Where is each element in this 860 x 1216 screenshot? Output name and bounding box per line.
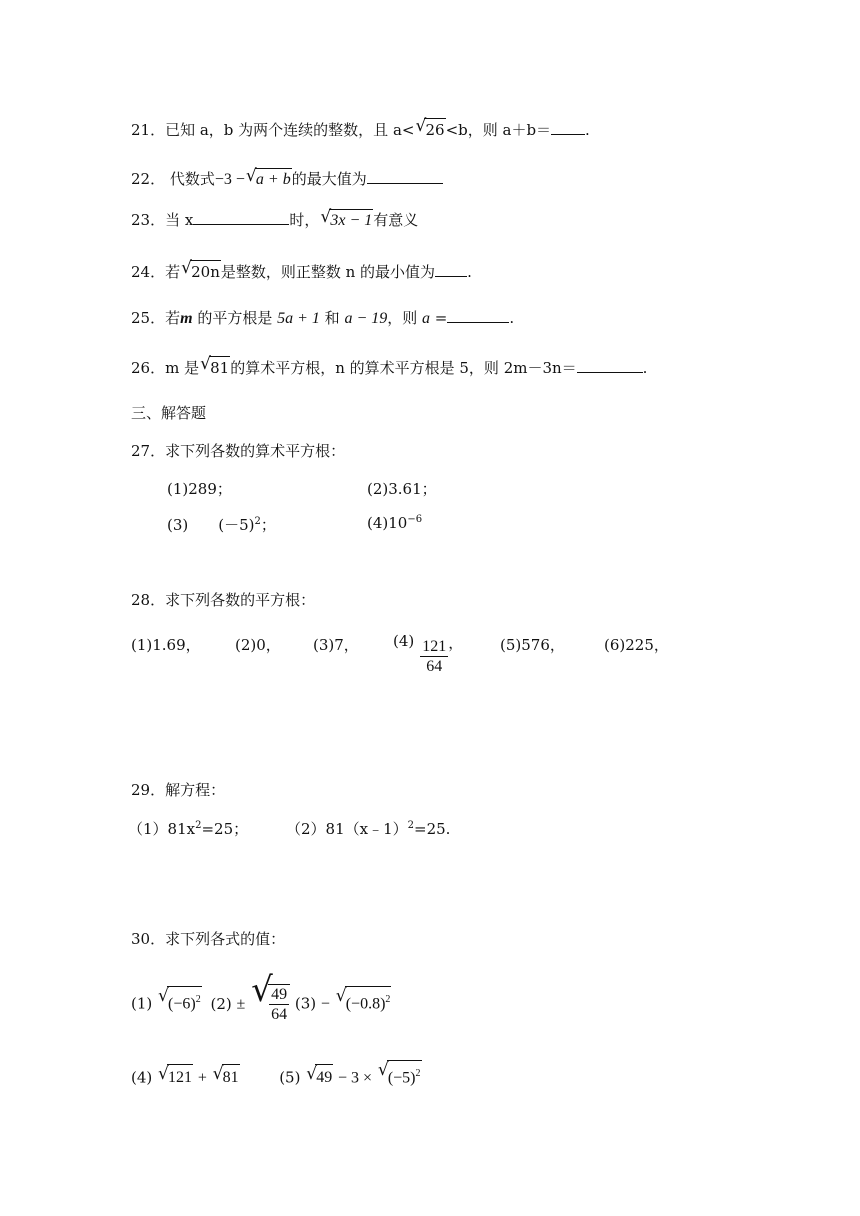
q24-number: 24． xyxy=(131,263,166,281)
q21-text-1: 已知 a，b 为两个连续的整数，且 a< xyxy=(165,121,415,139)
q27-part-1: (1)289； xyxy=(167,480,232,498)
q30-row-2 xyxy=(131,1060,422,1090)
q30-part-4-radicand-1: 121 xyxy=(167,1064,193,1090)
question-29-title xyxy=(131,780,225,800)
q30-part-3-radicand: (−0.8) xyxy=(345,995,386,1013)
section-heading: 三、解答题 xyxy=(131,404,207,422)
q30-sqrt-49: √ 49 xyxy=(306,1064,333,1090)
q30-sqrt-neg5-squared: √ $(-5)^2$ xyxy=(378,1060,422,1090)
q22-text-2: 的最大值为 xyxy=(291,170,367,188)
q29-part-2-rest: =25. xyxy=(414,820,451,838)
q22-answer-blank[interactable] xyxy=(367,169,443,184)
q27-part-4-exponent: −6 xyxy=(407,514,423,525)
question-28-title xyxy=(131,590,315,610)
q30-part-5-radicand-2: (−5) xyxy=(387,1069,416,1087)
q24-answer-blank[interactable] xyxy=(435,262,467,277)
q29-part-2-base: （2）81（x﹣1） xyxy=(286,820,408,838)
q27-part-3-end: ； xyxy=(260,516,276,534)
q27-part-3-base: (－5) xyxy=(218,516,255,534)
q29-part-2-exponent: 2 xyxy=(407,820,415,831)
q30-fraction-numerator: 49 xyxy=(271,986,288,1003)
q24-text-2: 是整数，则正整数 n 的最小值为 xyxy=(220,263,436,281)
q24-period: . xyxy=(467,263,472,281)
q23-text-2: 时， xyxy=(289,211,320,229)
question-25 xyxy=(131,308,514,329)
q25-period: . xyxy=(509,309,515,327)
q30-part-5-label: (5) xyxy=(279,1068,301,1087)
question-26 xyxy=(131,356,647,378)
q23-number: 23． xyxy=(131,211,166,229)
q22-text-1: 代数式 xyxy=(165,170,215,188)
q27-part-4 xyxy=(367,514,422,532)
q30-part-3-label: (3) xyxy=(294,994,317,1013)
sqrt-81: √ 81 xyxy=(200,354,230,377)
q27-part-3-exponent: 2 xyxy=(254,516,261,527)
q25-text-4: ，则 xyxy=(387,309,423,327)
q28-part-4 xyxy=(393,632,463,677)
q30-sqrt-2: √ $\frac{49}{64}$ xyxy=(251,984,290,1025)
q21-answer-blank[interactable] xyxy=(551,120,585,135)
question-23 xyxy=(131,209,418,231)
sqrt-3x-minus-1: √ 3x − 1 xyxy=(320,207,373,229)
q30-fraction-denominator: 64 xyxy=(271,1006,288,1023)
q24-text-1: 若 xyxy=(165,263,181,281)
q23-answer-blank[interactable] xyxy=(193,210,289,225)
q29-part-1 xyxy=(128,818,248,839)
q30-plus-minus: ± xyxy=(236,995,246,1013)
q26-text-2: 的算术平方根，n 的算术平方根是 5，则 2m－3n＝ xyxy=(230,359,577,377)
q30-negative-sign: − xyxy=(320,995,330,1013)
q29-part-2 xyxy=(286,818,450,839)
question-21 xyxy=(131,118,590,140)
q25-expr-1: 5a + 1 xyxy=(277,310,320,327)
q30-title-text: 求下列各式的值： xyxy=(165,930,286,948)
q21-number: 21． xyxy=(131,121,166,139)
q30-part-1-radicand: (−6) xyxy=(168,995,196,1013)
q21-radicand: 26 xyxy=(424,118,445,140)
sqrt-20n: √ 20n xyxy=(181,258,220,281)
q28-title-text: 求下列各数的平方根： xyxy=(165,591,316,609)
q28-part-3: (3)7， xyxy=(313,636,359,654)
q22-expr-prefix: −3 − xyxy=(214,171,245,188)
q30-part-5-radicand-1: 49 xyxy=(315,1064,333,1090)
q22-radicand: a + b xyxy=(255,168,292,190)
q28-part-2: (2)0， xyxy=(235,636,281,654)
q28-fraction-denominator: 64 xyxy=(426,658,443,675)
q26-text-1: m 是 xyxy=(165,359,200,377)
q27-part-3 xyxy=(167,514,276,535)
q26-period: . xyxy=(642,359,648,377)
q25-text-1: 若 xyxy=(165,309,181,327)
q30-part-3-exponent: 2 xyxy=(385,994,391,1006)
q27-part-2: (2)3.61； xyxy=(367,480,437,498)
q26-radicand: 81 xyxy=(209,356,230,378)
q28-part-6: (6)225， xyxy=(604,636,669,654)
q28-fraction xyxy=(420,638,448,677)
q22-number: 22． xyxy=(131,170,166,188)
question-22 xyxy=(131,168,443,190)
q23-text-3: 有意义 xyxy=(373,211,419,229)
q30-number: 30． xyxy=(131,930,166,948)
q27-part-3-label: (3) xyxy=(167,516,189,534)
q29-title-text: 解方程： xyxy=(165,781,226,799)
q30-part-5-exponent: 2 xyxy=(415,1068,421,1079)
q25-expr-2: a − 19 xyxy=(344,310,388,327)
question-30-title xyxy=(131,929,285,949)
question-27-title xyxy=(131,441,345,461)
q27-number: 27． xyxy=(131,442,166,460)
q29-part-1-exponent: 2 xyxy=(195,820,202,831)
q30-sqrt-3: √ $(-0.8)^2$ xyxy=(336,986,392,1016)
question-24 xyxy=(131,260,472,282)
q28-fraction-numerator: 121 xyxy=(422,638,447,655)
q21-text-2: <b，则 a＋b＝ xyxy=(445,121,552,139)
q29-part-1-base: （1）81x xyxy=(128,820,196,838)
q30-sqrt-1: √ $(-6)^2$ xyxy=(158,986,202,1016)
q30-part-2-label: (2) xyxy=(210,994,232,1013)
q30-sqrt-121: √ 121 xyxy=(158,1064,193,1090)
q25-answer-blank[interactable] xyxy=(447,308,509,323)
q25-number: 25． xyxy=(131,309,166,327)
q28-number: 28． xyxy=(131,591,166,609)
q30-part-1-label: (1) xyxy=(131,994,153,1013)
sqrt-26: √ 26 xyxy=(415,116,445,139)
q28-part-4-label: (4) xyxy=(393,632,415,650)
q25-text-3: 和 xyxy=(319,309,345,327)
q27-part-4-base: (4)10 xyxy=(367,514,408,532)
q21-period: . xyxy=(585,121,590,139)
q30-part-4-label: (4) xyxy=(131,1068,153,1087)
q25-var-m: m xyxy=(180,310,193,327)
q26-answer-blank[interactable] xyxy=(577,358,643,373)
q30-part-4-radicand-2: 81 xyxy=(222,1064,240,1090)
sqrt-a-plus-b: √ a + b xyxy=(245,166,291,188)
q25-text-2: 的平方根是 xyxy=(192,309,278,327)
q30-minus-3-times: − 3 × xyxy=(338,1069,373,1087)
q29-number: 29． xyxy=(131,781,166,799)
q25-var-a: a xyxy=(422,310,431,327)
q30-sqrt-81: √ 81 xyxy=(213,1064,240,1090)
q28-part-4-end: ， xyxy=(448,634,464,652)
q24-radicand: 20n xyxy=(190,260,221,282)
q29-part-1-rest: =25； xyxy=(201,820,249,838)
q25-text-5: = xyxy=(430,309,448,327)
q30-row-1 xyxy=(131,970,391,1025)
q23-radicand: 3x − 1 xyxy=(329,209,373,231)
q30-part-1-exponent: 2 xyxy=(195,994,201,1006)
q28-part-1: (1)1.69， xyxy=(131,636,201,654)
q23-text-1: 当 x xyxy=(165,211,194,229)
q30-plus-sign: + xyxy=(197,1069,207,1087)
q27-title-text: 求下列各数的算术平方根： xyxy=(165,442,346,460)
q28-part-5: (5)576， xyxy=(500,636,565,654)
q26-number: 26． xyxy=(131,359,166,377)
